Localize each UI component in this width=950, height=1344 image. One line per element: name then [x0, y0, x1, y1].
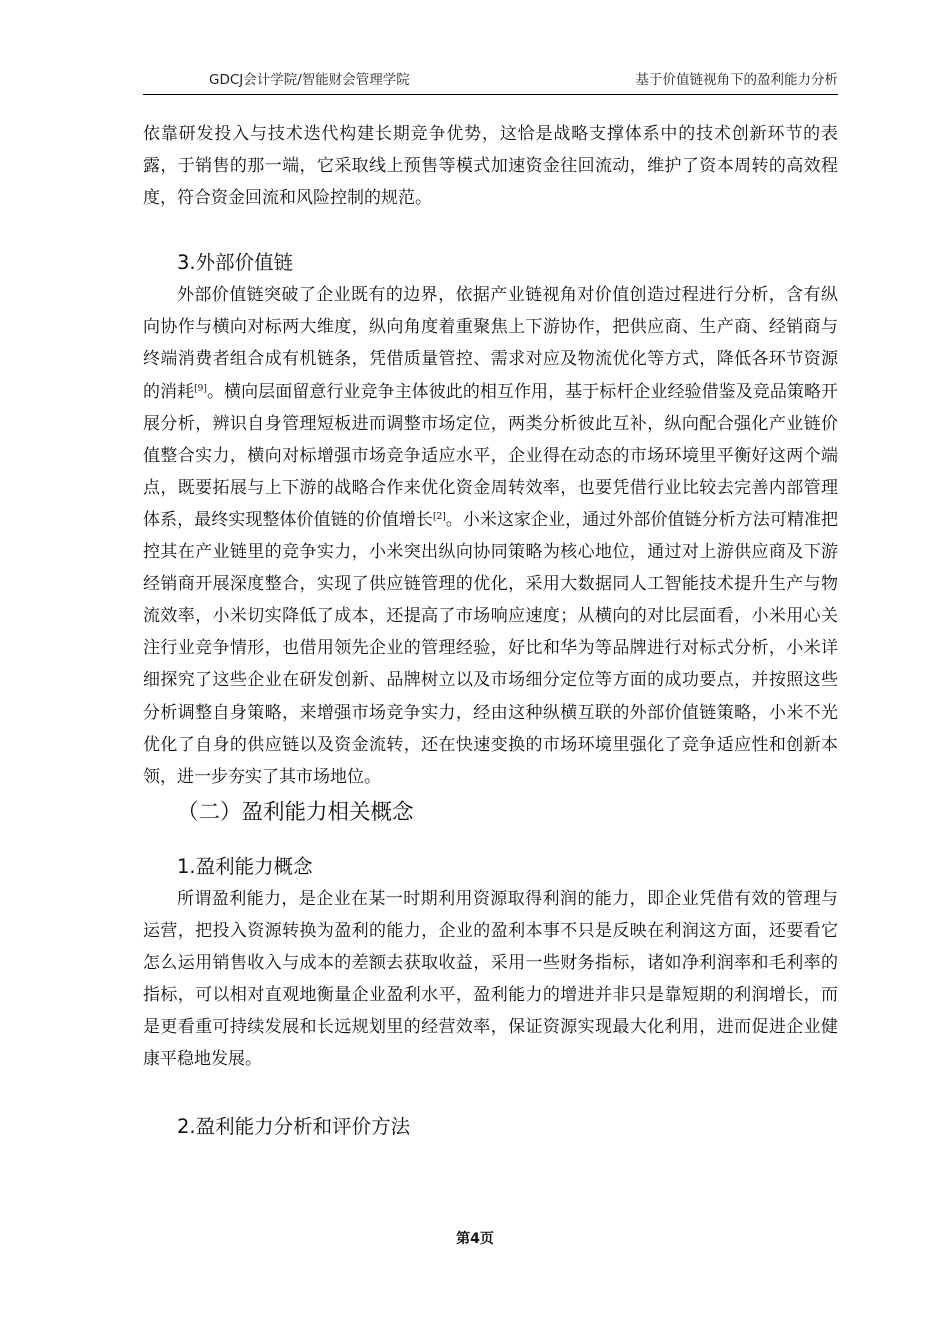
heading-external-value-chain: 3.外部价值链	[177, 251, 294, 275]
header-institution: GDCJ会计学院/智能财会管理学院	[209, 72, 410, 88]
paragraph-continued: 依靠研发投入与技术迭代构建长期竞争优势，这恰是战略支撑体系中的技术创新环节的表露，于销售的那一端，它采取线上预售等模式加速资金往回流动，维护了资本周转的高效程度，符合资金回流和风险控制的规范。	[143, 124, 838, 209]
heading-profitability-concept: 1.盈利能力概念	[177, 854, 313, 878]
page-content	[143, 118, 838, 1143]
citation-ref: [9]	[194, 383, 207, 394]
text-segment: 外部价值链突破了企业既有的边界，依据产业链视角对价值创造过程进行分析，含有纵向协作与横向对标两大维度，纵向角度着重聚焦上下游协作，把供应商、生产商、经销商与终端消费者组合成有机链条，凭借质量管控、需求对应及物流优化等方式，降低各环节资源的消耗	[143, 285, 838, 402]
heading-analysis-methods: 2.盈利能力分析和评价方法	[177, 1115, 411, 1139]
heading-profitability-concepts: （二）盈利能力相关概念	[177, 799, 414, 825]
text-segment: 。横向层面留意行业竞争主体彼此的相互作用，基于标杆企业经验借鉴及竞品策略开展分析，辨识自身管理短板进而调整市场定位，两类分析彼此互补，纵向配合强化产业链价值整合实力，横向对标增强市场竞争适应水平，企业得在动态的市场环境里平衡好这两个端点，既要拓展与上下游的战略合作来优化资金周转效率，也要凭借行业比较去完善内部管理体系，最终实现整体价值链的价值增长	[143, 381, 839, 530]
page-number: 第4页	[456, 1231, 494, 1247]
text-segment: 。小米这家企业，通过外部价值链分析方法可精准把控其在产业链里的竞争实力，小米突出纵向协同策略为核心地位，通过对上游供应商及下游经销商开展深度整合，实现了供应链管理的优化，采用大数据同人工智能技术提升生产与物流效率，小米切实降低了成本，还提高了市场响应速度；从横向的对比层面看，小米用心关注行业竞争情形，也借用领先企业的管理经验，好比和华为等品牌进行对标式分析，小米详细探究了这些企业在研发创新、品牌树立以及市场细分定位等方面的成功要点，并按照这些分析调整自身策略，来增强市场竞争实力，经由这种纵横互联的外部价值链策略，小米不光优化了自身的供应链以及资金流转，还在快速变换的市场环境里强化了竞争适应性和创新本领，进一步夯实了其市场地位。	[143, 509, 839, 787]
paragraph-profitability-concept: 所谓盈利能力，是企业在某一时期利用资源取得利润的能力，即企业凭借有效的管理与运营，把投入资源转换为盈利的能力，企业的盈利本事不只是反映在利润这方面，还要看它怎么运用销售收入与成本的差额去获取收益，采用一些财务指标，诸如净利润率和毛利率的指标，可以相对直观地衡量企业盈利水平，盈利能力的增进并非只是靠短期的利润增长，而是更看重可持续发展和长远规划里的经营效率，保证资源实现最大化利用，进而促进企业健康平稳地发展。	[143, 888, 838, 1070]
paragraph-external-value-chain	[143, 279, 838, 793]
page-header	[143, 62, 838, 95]
citation-ref: [2]	[432, 511, 446, 522]
header-paper-title: 基于价值链视角下的盈利能力分析	[635, 72, 838, 88]
